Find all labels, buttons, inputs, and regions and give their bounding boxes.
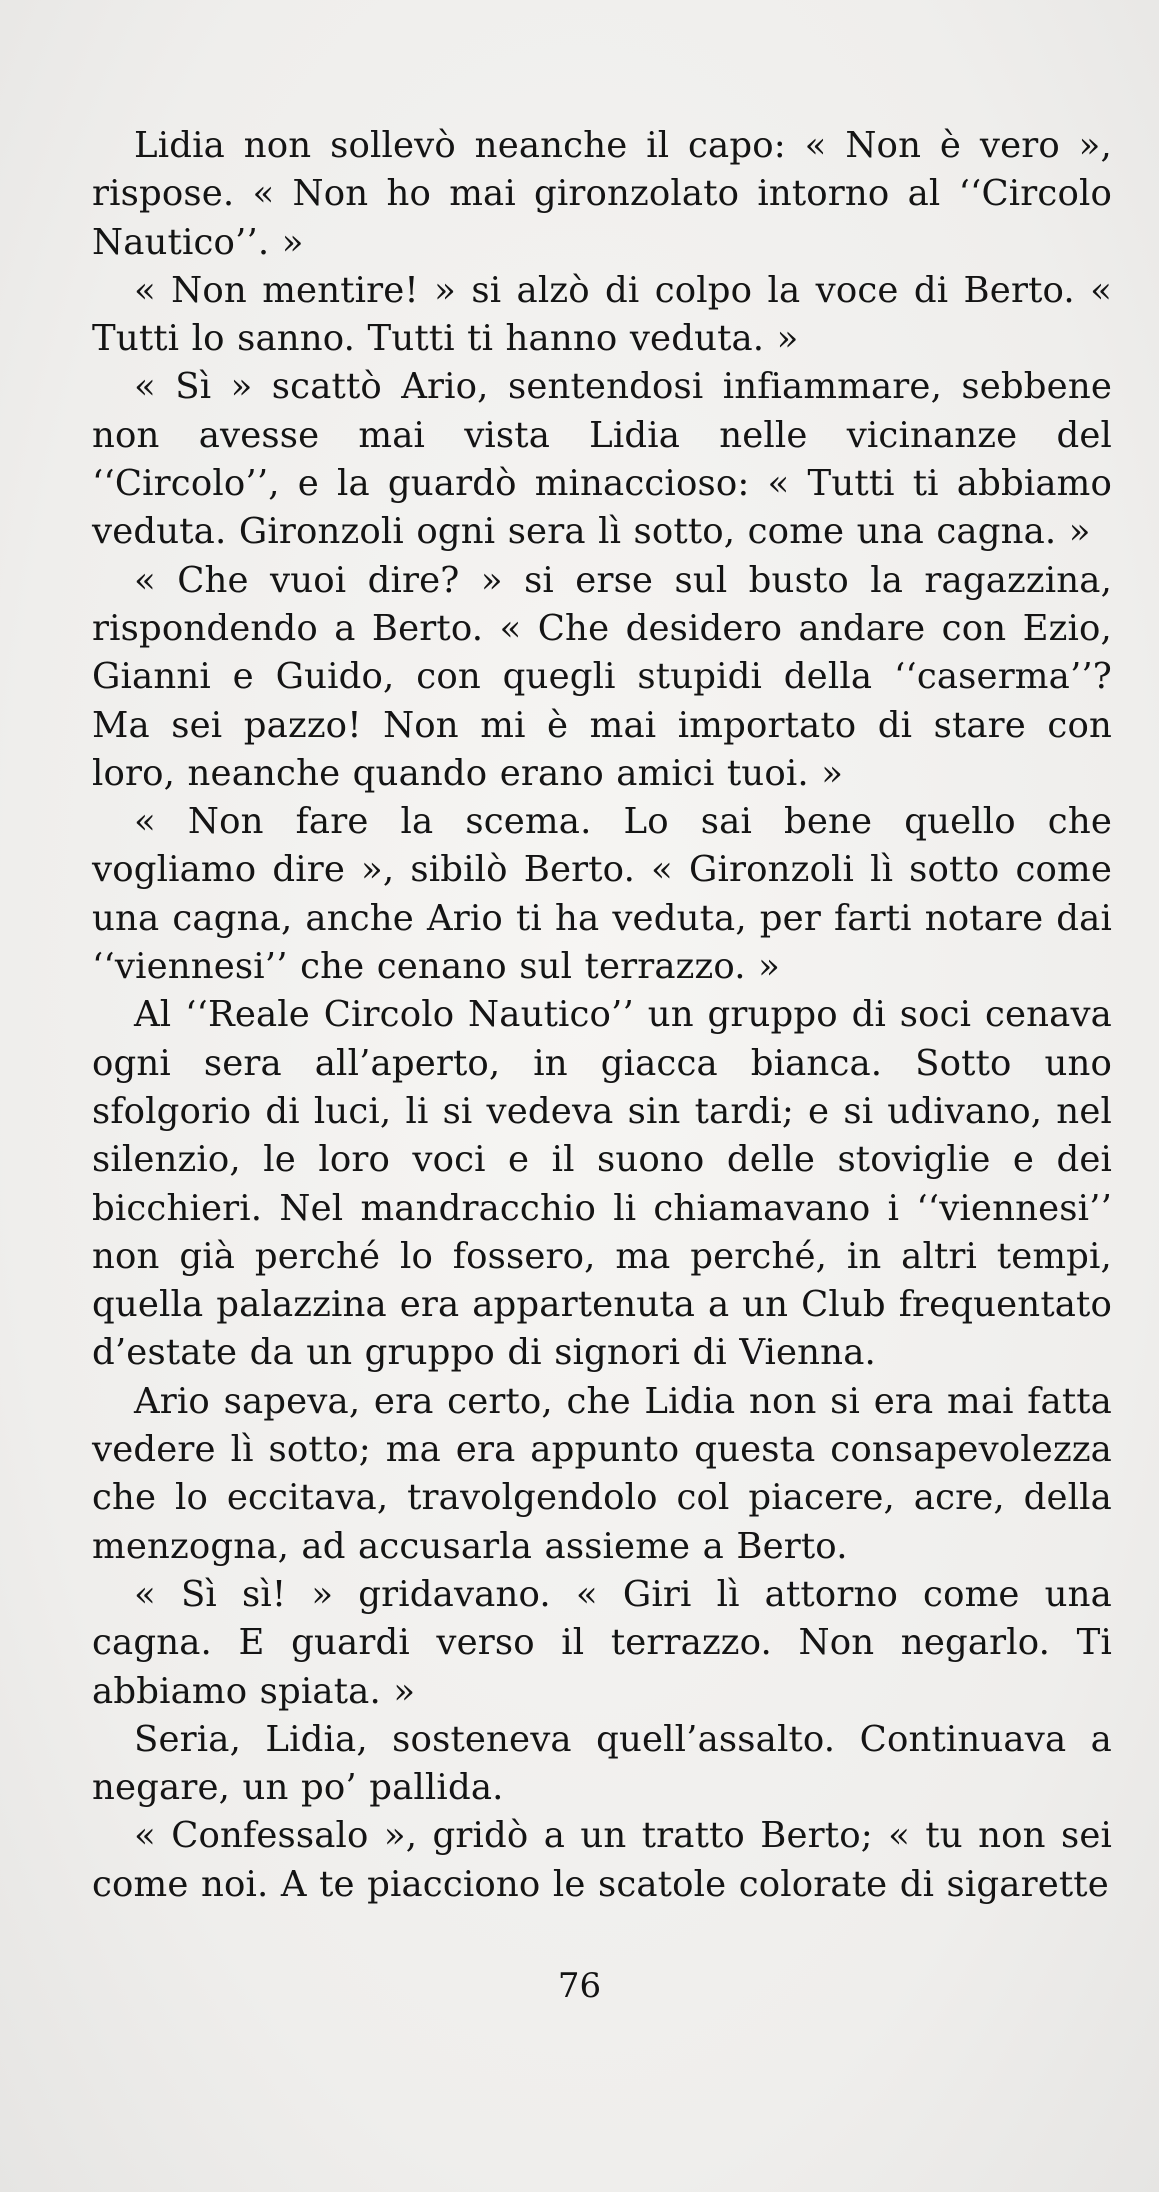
paragraph: « Non mentire! » si alzò di colpo la voce di Berto. « Tutti lo sanno. Tutti ti hanno veduta. »	[92, 269, 1112, 360]
paragraph: Al ‘‘Reale Circolo Nautico’’ un gruppo di soci cenava ogni sera all’aperto, in giacca bianca. Sotto uno sfolgorio di luci, li si vedeva sin tardi; e si udivano, nel silenzio, le loro voci e il suono delle stoviglie e dei bicchieri. Nel mandracchio li chiamavano i ‘‘viennesi’’ non già perché lo fossero, ma perché, in altri tempi, quella palazzina era appartenuta a un Club frequentato d’estate da un gruppo di signori di Vienna.	[92, 994, 1112, 1374]
paragraph: Seria, Lidia, sosteneva quell’assalto. Continuava a negare, un po’ pallida.	[92, 1718, 1112, 1809]
paragraph: « Sì sì! » gridavano. « Giri lì attorno come una cagna. E guardi verso il terrazzo. Non negarlo. Ti abbiamo spiata. »	[92, 1573, 1112, 1712]
page-number: 76	[557, 1966, 602, 2006]
paragraph: Ario sapeva, era certo, che Lidia non si era mai fatta vedere lì sotto; ma era appunto questa consapevolezza che lo eccitava, travolgendolo col piacere, acre, della menzogna, ad accusarla assieme a Berto.	[92, 1380, 1112, 1567]
body-text	[92, 122, 1112, 1909]
paragraph: « Sì » scattò Ario, sentendosi infiammare, sebbene non avesse mai vista Lidia nelle vicinanze del ‘‘Circolo’’, e la guardò minaccioso: « Tutti ti abbiamo veduta. Gironzoli ogni sera lì sotto, come una cagna. »	[92, 366, 1112, 553]
paragraph: « Che vuoi dire? » si erse sul busto la ragazzina, rispondendo a Berto. « Che desidero andare con Ezio, Gianni e Guido, con quegli stupidi della ‘‘caserma’’? Ma sei pazzo! Non mi è mai importato di stare con loro, neanche quando erano amici tuoi. »	[92, 559, 1112, 794]
paragraph: « Non fare la scema. Lo sai bene quello che vogliamo dire », sibilò Berto. « Gironzoli lì sotto come una cagna, anche Ario ti ha veduta, per farti notare dai ‘‘viennesi’’ che cenano sul terrazzo. »	[92, 801, 1112, 988]
paragraph: Lidia non sollevò neanche il capo: « Non è vero », rispose. « Non ho mai gironzolato intorno al ‘‘Circolo Nautico’’. »	[92, 125, 1112, 263]
paragraph: « Confessalo », gridò a un tratto Berto; « tu non sei come noi. A te piacciono le scatole colorate di sigarette	[92, 1815, 1112, 1905]
